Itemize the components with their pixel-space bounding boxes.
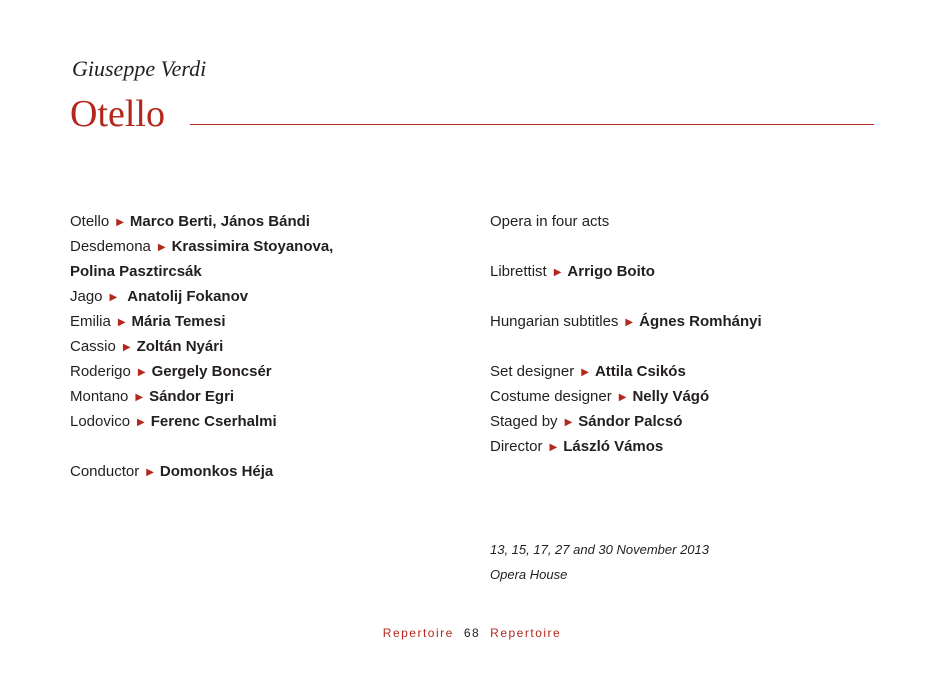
spacer [490, 284, 762, 309]
conductor-name: Domonkos Héja [159, 463, 274, 480]
role-label: Set designer [490, 363, 575, 380]
set-designer-row [490, 359, 762, 384]
spacer [490, 234, 762, 259]
acts-text: Opera in four acts [490, 213, 610, 230]
subtitles-row [490, 309, 762, 334]
librettist-row [490, 259, 762, 284]
performer-name: Marco Berti, János Bándi [129, 213, 310, 230]
cast-row [70, 259, 333, 284]
triangle-right-icon: ▶ [137, 417, 145, 428]
page-footer [0, 626, 944, 640]
cast-row [70, 409, 333, 434]
production-info [490, 209, 762, 459]
triangle-right-icon: ▶ [625, 317, 634, 328]
composer-name: Giuseppe Verdi [72, 56, 207, 81]
triangle-right-icon: ▶ [146, 467, 154, 478]
performer-name: Sándor Egri [149, 388, 235, 405]
role-label: Jago [70, 288, 103, 305]
cast-row [70, 309, 333, 334]
performer-name: Polina Pasztircsák [70, 263, 202, 280]
role-label: Conductor [70, 463, 140, 480]
role-label: Roderigo [70, 363, 131, 380]
conductor-row [70, 459, 333, 484]
triangle-right-icon: ▶ [135, 392, 144, 403]
title-rule [190, 124, 874, 125]
triangle-right-icon: ▶ [117, 317, 126, 328]
performer-name: Ferenc Cserhalmi [150, 413, 277, 430]
credit-name: Arrigo Boito [567, 263, 655, 280]
cast-row [70, 334, 333, 359]
credit-name: László Vámos [563, 438, 664, 455]
role-label: Otello [70, 213, 110, 230]
spacer [490, 334, 762, 359]
role-label: Hungarian subtitles [490, 313, 619, 330]
acts-line [490, 209, 762, 234]
triangle-right-icon: ▶ [581, 367, 589, 378]
performer-name: Anatolij Fokanov [127, 288, 249, 305]
page-number: 68 [463, 626, 481, 640]
role-label: Montano [70, 388, 129, 405]
cast-list [70, 209, 333, 484]
footer-section-right: Repertoire [490, 626, 562, 640]
triangle-right-icon: ▶ [553, 267, 562, 278]
cast-row [70, 284, 333, 309]
triangle-right-icon: ▶ [109, 292, 118, 303]
performance-details [490, 537, 709, 587]
triangle-right-icon: ▶ [618, 392, 627, 403]
credit-name: Nelly Vágó [632, 388, 710, 405]
venue: Opera House [490, 567, 568, 582]
role-label: Cassio [70, 338, 116, 355]
spacer [70, 434, 333, 459]
cast-row [70, 209, 333, 234]
triangle-right-icon: ▶ [157, 242, 166, 253]
footer-section-left: Repertoire [382, 626, 454, 640]
performer-name: Krassimira Stoyanova, [171, 238, 334, 255]
role-label: Desdemona [70, 238, 151, 255]
costume-designer-row [490, 384, 762, 409]
role-label: Staged by [490, 413, 558, 430]
triangle-right-icon: ▶ [564, 417, 573, 428]
role-label: Emilia [70, 313, 111, 330]
cast-row [70, 359, 333, 384]
triangle-right-icon: ▶ [137, 367, 146, 378]
role-label: Lodovico [70, 413, 131, 430]
credit-name: Attila Csikós [594, 363, 686, 380]
triangle-right-icon: ▶ [116, 217, 124, 228]
credit-name: Sándor Palcsó [578, 413, 683, 430]
performer-name: Mária Temesi [131, 313, 226, 330]
role-label: Librettist [490, 263, 547, 280]
triangle-right-icon: ▶ [549, 442, 558, 453]
performer-name: Gergely Boncsér [151, 363, 272, 380]
performer-name: Zoltán Nyári [136, 338, 224, 355]
staged-by-row [490, 409, 762, 434]
credit-name: Ágnes Romhányi [639, 313, 762, 330]
triangle-right-icon: ▶ [122, 342, 131, 353]
director-row [490, 434, 762, 459]
role-label: Costume designer [490, 388, 612, 405]
performance-dates: 13, 15, 17, 27 and 30 November 2013 [490, 542, 709, 557]
cast-row [70, 384, 333, 409]
cast-row [70, 234, 333, 259]
role-label: Director [490, 438, 543, 455]
page-title: Otello [70, 93, 165, 135]
